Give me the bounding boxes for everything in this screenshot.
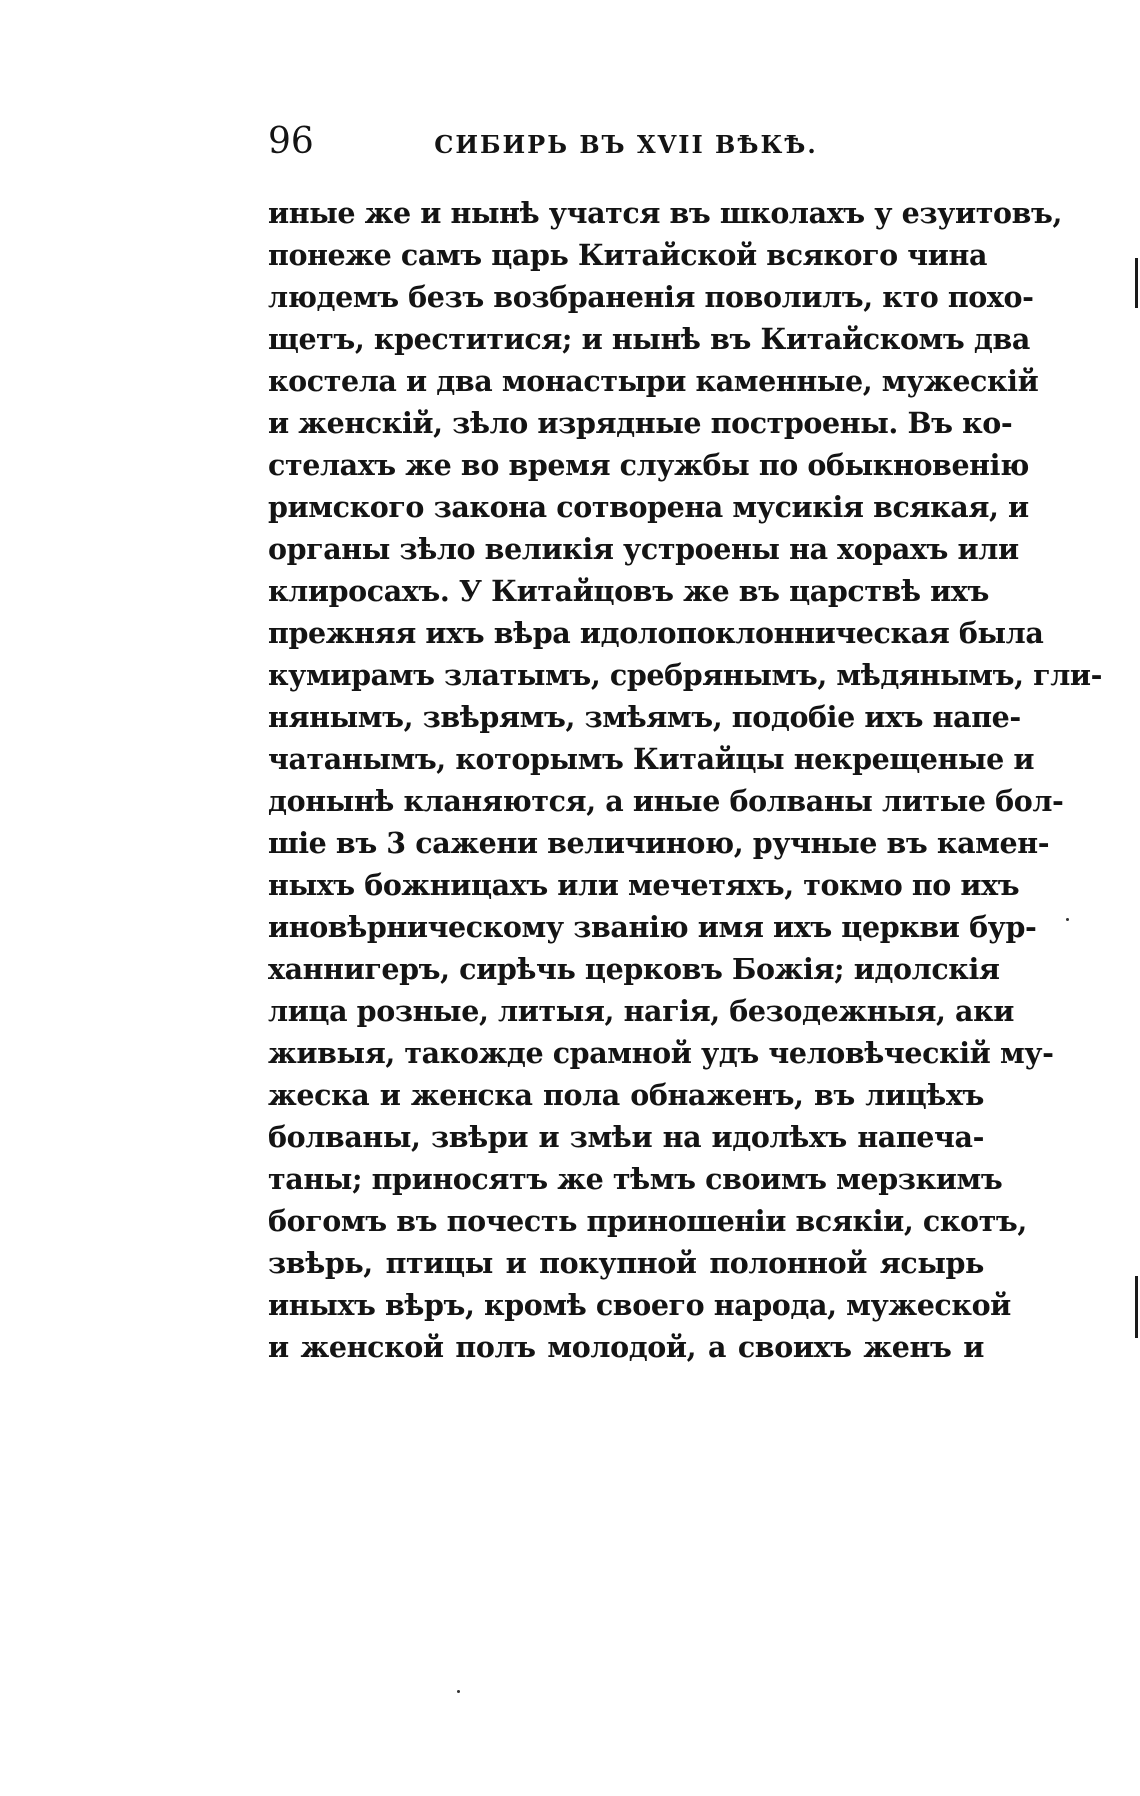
body-text xyxy=(268,192,1103,1368)
text-line: чатанымъ, которымъ Китайцы некрещеные и xyxy=(268,742,1035,776)
text-line: органы зѣло великія устроены на хорахъ или xyxy=(268,532,1019,566)
page-header xyxy=(268,118,984,168)
text-line: стелахъ же во время службы по обыкновенію xyxy=(268,448,1029,482)
text-line: щетъ, креститися; и нынѣ въ Китайскомъ два xyxy=(268,322,1030,356)
text-line: кумирамъ златымъ, сребрянымъ, мѣдянымъ, гли- xyxy=(268,658,1103,692)
text-line: богомъ въ почесть приношеніи всякіи, скотъ, xyxy=(268,1204,1027,1238)
text-line: болваны, звѣри и змѣи на идолѣхъ напеча- xyxy=(268,1120,984,1154)
text-line: людемъ безъ возбраненія поволилъ, кто похо- xyxy=(268,280,1034,314)
text-line: таны; приносятъ же тѣмъ своимъ мерзкимъ xyxy=(268,1162,1003,1196)
text-line: живыя, такожде срамной удъ человѣческій му- xyxy=(268,1036,1054,1070)
scan-edge-mark xyxy=(1135,1276,1138,1338)
scan-edge-mark xyxy=(1135,258,1138,308)
text-line: иновѣрническому званію имя ихъ церкви бур- xyxy=(268,910,1037,944)
text-line: иные же и нынѣ учатся въ школахъ у езуитовъ, xyxy=(268,196,1062,230)
scan-speck xyxy=(457,1690,460,1693)
text-line: костела и два монастыри каменные, мужескій xyxy=(268,364,1039,398)
text-line: шіе въ 3 сажени величиною, ручные въ камен- xyxy=(268,826,1050,860)
page-number: 96 xyxy=(268,121,314,162)
text-line: донынѣ кланяются, а иные болваны литые бол- xyxy=(268,784,1064,818)
text-line: ханнигеръ, сирѣчь церковъ Божія; идолскія xyxy=(268,952,1000,986)
text-line: и женскій, зѣло изрядные построены. Въ ко- xyxy=(268,406,1013,440)
text-line: и женской полъ молодой, а своихъ женъ и xyxy=(268,1330,984,1364)
text-line: прежняя ихъ вѣра идолопоклонническая была xyxy=(268,616,1044,650)
text-line: римского закона сотворена мусикія всякая, и xyxy=(268,490,1029,524)
text-line: иныхъ вѣръ, кромѣ своего народа, мужеской xyxy=(268,1288,1011,1322)
running-head: СИБИРЬ ВЪ XVII ВѢКѢ. xyxy=(434,130,818,159)
text-line: понеже самъ царь Китайской всякого чина xyxy=(268,238,988,272)
text-line: ныхъ божницахъ или мечетяхъ, токмо по ихъ xyxy=(268,868,1020,902)
text-line: жеска и женска пола обнаженъ, въ лицѣхъ xyxy=(268,1078,984,1112)
scan-speck xyxy=(1066,918,1069,921)
text-line: нянымъ, звѣрямъ, змѣямъ, подобіе ихъ напе- xyxy=(268,700,1021,734)
text-line: лица розные, литыя, нагія, безодежныя, аки xyxy=(268,994,1015,1028)
text-line: звѣрь, птицы и покупной полонной ясырь xyxy=(268,1246,984,1280)
text-line: клиросахъ. У Китайцовъ же въ царствѣ ихъ xyxy=(268,574,989,608)
